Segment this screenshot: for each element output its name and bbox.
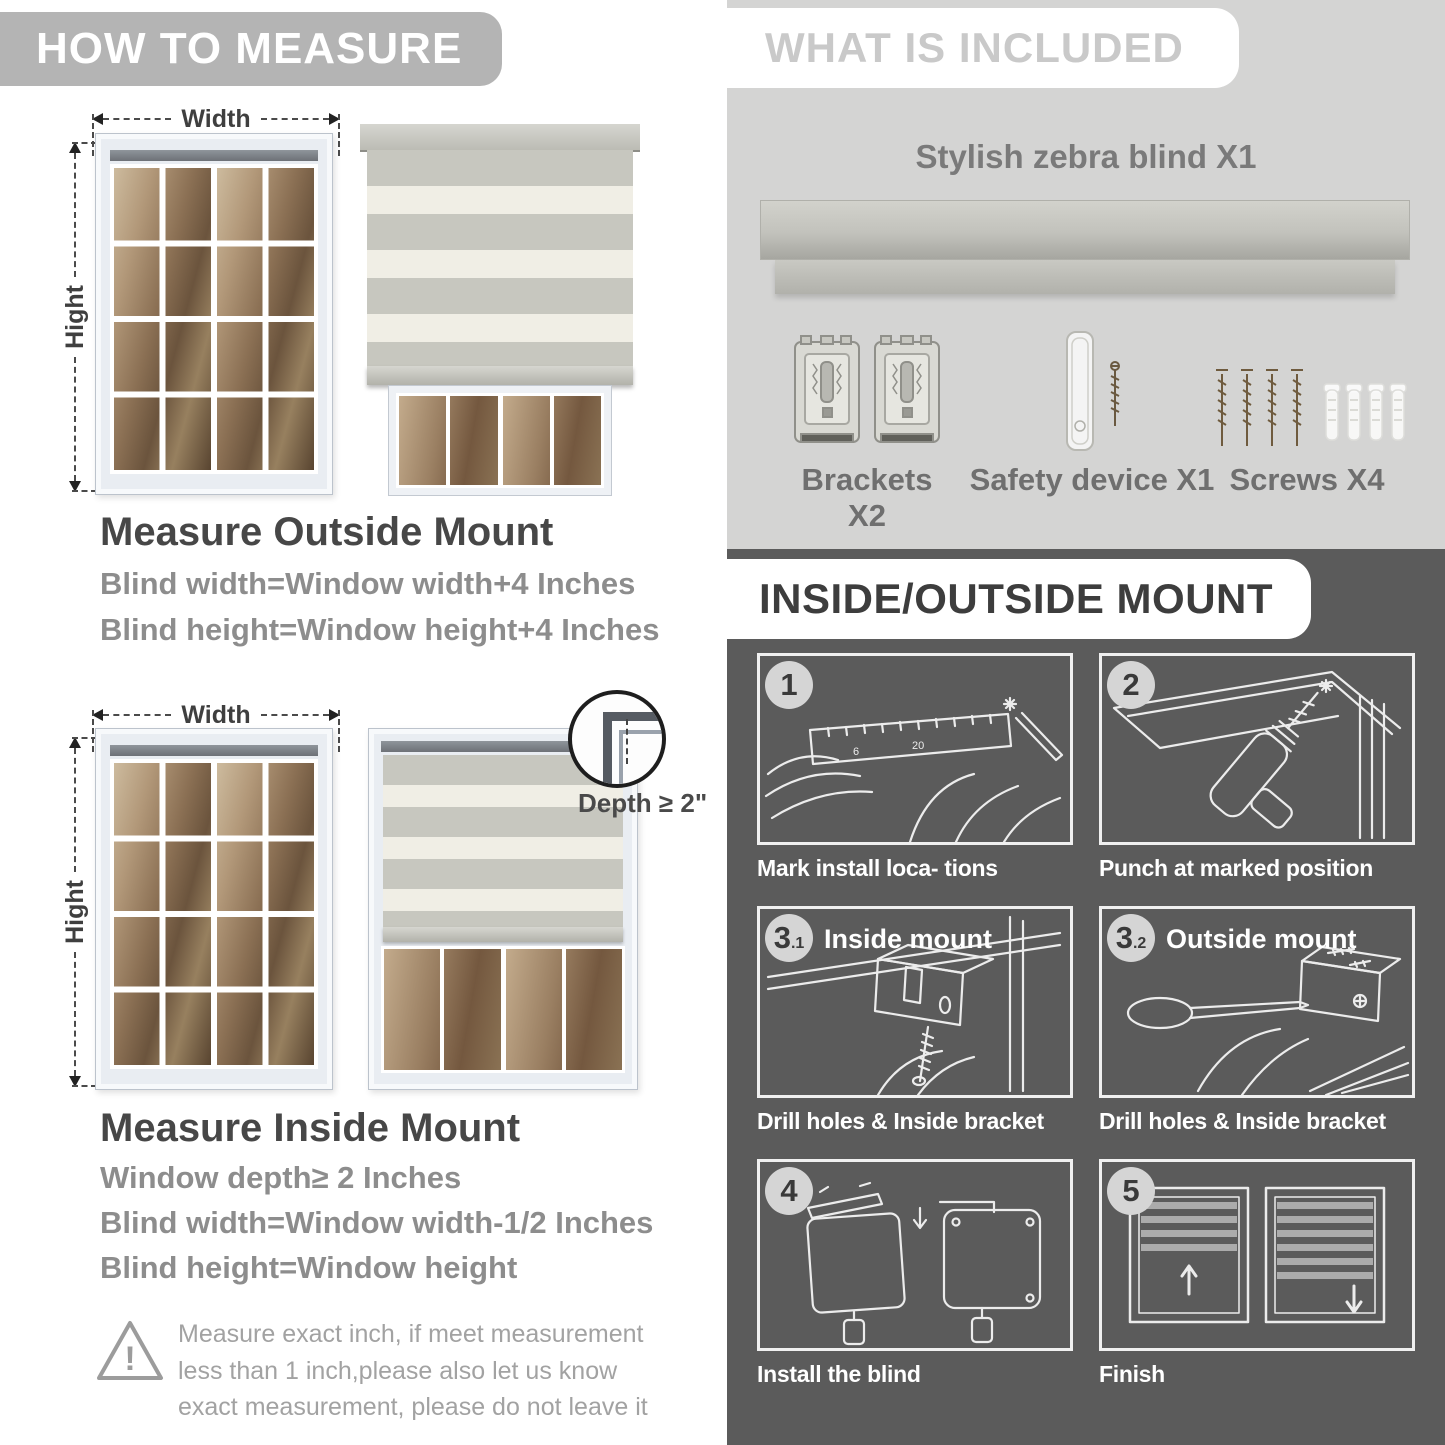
depth-dashed-line [626, 719, 628, 764]
hight-label: Hight [60, 880, 89, 944]
svg-text:20: 20 [912, 740, 925, 752]
width-label: Width [181, 104, 251, 133]
window-sash [506, 949, 623, 1070]
step-3-1-box [757, 906, 1073, 1098]
blind-bottomrail [383, 927, 623, 942]
window-peek [388, 385, 612, 496]
safety-device-label: Safety device X1 [969, 462, 1215, 497]
warning-triangle-icon [95, 1318, 165, 1384]
headrail-image [760, 200, 1410, 260]
window-glass [381, 946, 625, 1073]
inside-formula-height: Blind height=Window height [100, 1250, 518, 1285]
blind-stripes [383, 755, 623, 927]
how-to-measure-banner: HOW TO MEASURE [0, 12, 502, 86]
headrail-cassette-image [775, 260, 1395, 294]
hight-arrow-outside [62, 142, 88, 492]
dashed-line [74, 952, 76, 1076]
arrow-end-tick [92, 114, 94, 156]
dashed-line [74, 153, 76, 277]
brackets-label: Brackets X2 [801, 462, 933, 533]
step-caption: Drill holes & Inside bracket [757, 1108, 1044, 1134]
step-inner-label: Inside mount [824, 924, 992, 954]
dashed-line [74, 748, 76, 872]
inside-formula-width: Blind width=Window width-1/2 Inches [100, 1205, 654, 1240]
width-arrow-inside [92, 702, 340, 728]
dashed-line [103, 118, 171, 120]
product-label: Stylish zebra blind X1 [915, 138, 1257, 175]
window-glass [396, 393, 604, 488]
what-is-included-panel [727, 0, 1445, 549]
depth-magnifier-icon [568, 690, 666, 788]
svg-text:6: 6 [853, 746, 860, 758]
window-illustration-outside [95, 133, 333, 495]
window-headrail-strip [110, 150, 318, 161]
dashed-line [261, 714, 329, 716]
step-4 [757, 1159, 1073, 1388]
step-1 [757, 653, 1073, 882]
outside-mount-heading: Measure Outside Mount [100, 510, 554, 554]
step-caption: Mark install loca- tions [757, 855, 998, 881]
inside-mount-heading: Measure Inside Mount [100, 1106, 521, 1150]
window-sash [217, 168, 314, 470]
step-4-box [757, 1159, 1073, 1351]
hight-label: Hight [60, 285, 89, 349]
screws-icon [1207, 358, 1407, 458]
window-sash [503, 396, 602, 485]
mount-header: INSIDE/OUTSIDE MOUNT [727, 559, 1311, 639]
step-3-2 [1099, 906, 1415, 1135]
window-illustration-inside [95, 728, 333, 1090]
inside-formula-depth: Window depth≥ 2 Inches [100, 1160, 462, 1195]
step-badge: 4 [765, 1167, 813, 1215]
brackets-icon [785, 334, 949, 456]
window-glass [110, 759, 318, 1069]
window-sash [399, 396, 498, 485]
step-2 [1099, 653, 1415, 882]
step-3-1 [757, 906, 1073, 1135]
step-caption: Install the blind [757, 1361, 921, 1387]
zebra-blind-outside-illustration [360, 124, 640, 496]
blind-stripes [367, 150, 633, 366]
step-5-box [1099, 1159, 1415, 1351]
steps-grid [757, 653, 1415, 1388]
dashed-line [74, 357, 76, 481]
step-badge: 3 .1 [765, 914, 813, 962]
window-sash [217, 763, 314, 1065]
blind-bottomrail [367, 366, 633, 385]
dashed-line [103, 714, 171, 716]
step-badge: 2 [1107, 661, 1155, 709]
depth-label: Depth ≥ 2" [578, 788, 708, 818]
width-label: Width [181, 700, 251, 729]
step-badge: 1 [765, 661, 813, 709]
arrow-end-tick [338, 114, 340, 156]
what-is-included-header: WHAT IS INCLUDED [727, 8, 1239, 88]
step-inner-label: Outside mount [1166, 924, 1357, 954]
step-5 [1099, 1159, 1415, 1388]
step-caption: Punch at marked position [1099, 855, 1373, 881]
safety-device-icon [1027, 328, 1157, 458]
window-sash [114, 168, 211, 470]
step-1-box [757, 653, 1073, 845]
window-sash [114, 763, 211, 1065]
warning-text: Measure exact inch, if meet measurement less than 1 inch,please also let us know exact measurement, please do not leave it [178, 1320, 648, 1421]
width-arrow-outside [92, 106, 340, 132]
step-2-box [1099, 653, 1415, 845]
mount-instructions-panel [727, 549, 1445, 1445]
warning-mark: ! [124, 1340, 136, 1378]
step-3-2-box [1099, 906, 1415, 1098]
window-headrail-strip [110, 745, 318, 756]
hight-arrow-inside [62, 737, 88, 1087]
window-sash [384, 949, 501, 1070]
outside-formula-height: Blind height=Window height+4 Inches [100, 612, 660, 647]
arrow-end-tick [338, 710, 340, 752]
step-caption: Drill holes & Inside bracket [1099, 1108, 1386, 1134]
blind-headrail [360, 124, 640, 150]
arrow-end-tick [92, 710, 94, 752]
dashed-line [261, 118, 329, 120]
step-badge: 3 .2 [1107, 914, 1155, 962]
step-caption: Finish [1099, 1361, 1165, 1387]
screws-label: Screws X4 [1229, 462, 1385, 497]
step-badge: 5 [1107, 1167, 1155, 1215]
window-glass [110, 164, 318, 474]
outside-formula-width: Blind width=Window width+4 Inches [100, 566, 636, 601]
